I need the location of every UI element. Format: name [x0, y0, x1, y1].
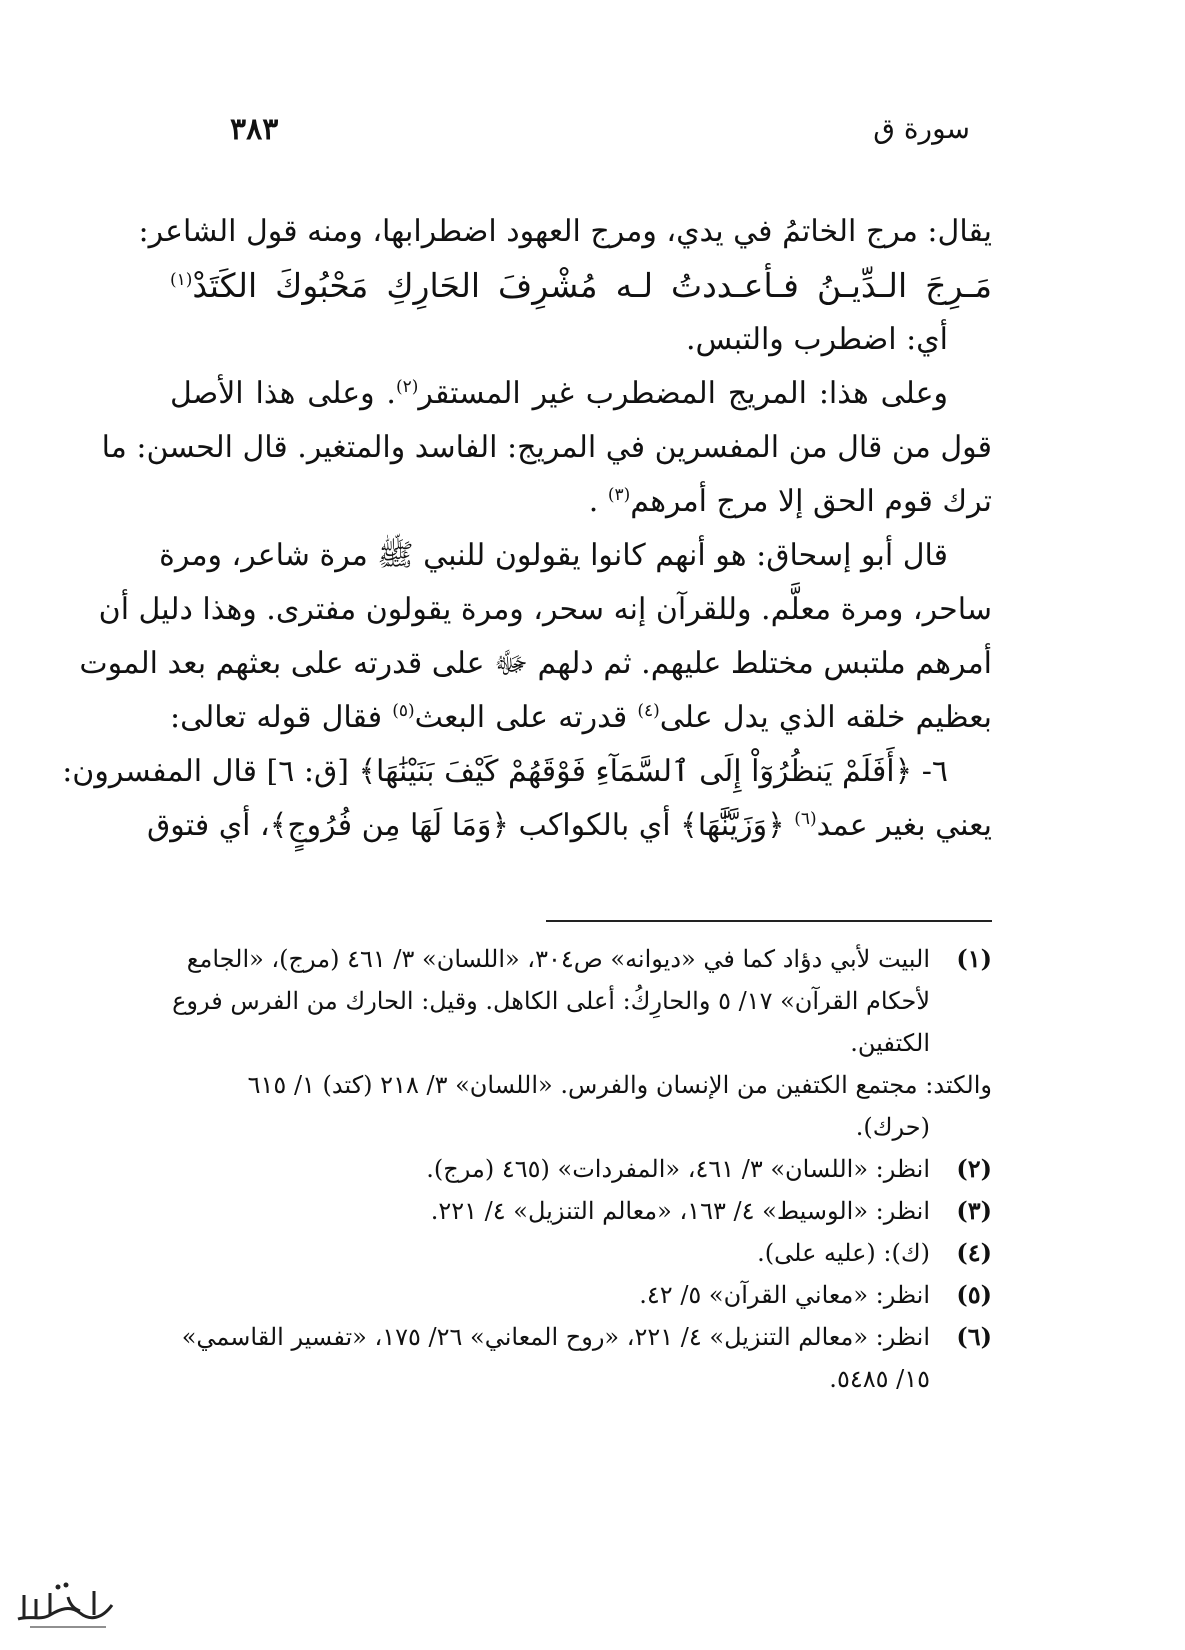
footnote-divider [546, 920, 992, 922]
text-line: ساحر، ومرة معلَّم. وللقرآن إنه سحر، ومرة يقولون مفترى. وهذا دليل أن [98, 592, 992, 627]
footnote-1-continuation [170, 1064, 992, 1148]
text-span: بعظيم خلقه الذي يدل على [659, 700, 993, 735]
text-span: . وعلى هذا الأصل [170, 376, 396, 411]
footnote-4 [170, 1232, 992, 1274]
footnote-marker: (٦) [794, 809, 817, 829]
footnote-number: (٦) [956, 1322, 992, 1351]
footnote-line: ١٥/ ٥٤٨٥. [829, 1365, 930, 1393]
text-span: قدرته على البعث [414, 700, 638, 735]
page-number: ٣٨٣ [230, 112, 279, 147]
footnote-marker: (٢) [395, 377, 419, 397]
footnote-line: انظر: «معالم التنزيل» ٤/ ٢٢١، «روح المعاني» ٢٦/ ١٧٥، «تفسير القاسمي» [181, 1323, 930, 1351]
text-line: قال أبو إسحاق: هو أنهم كانوا يقولون للنبي ﷺ مرة شاعر، ومرة [159, 538, 948, 573]
footnote-number: (٤) [956, 1238, 992, 1267]
quran-verse-line: ٦- ﴿أَفَلَمْ يَنظُرُوٓاْ إِلَى ٱلسَّمَآءِ فَوْقَهُمْ كَيْفَ بَنَيْنَٰهَا﴾ [ق: ٦] قال المفسرون: [62, 754, 948, 789]
text-span: . [588, 484, 608, 519]
footnote-5 [170, 1274, 992, 1316]
footnote-1 [170, 938, 992, 1064]
footnote-number: (٥) [956, 1280, 992, 1309]
footnote-marker: (١) [170, 270, 193, 290]
footnote-number: (٢) [956, 1154, 992, 1183]
text-span: ترك قوم الحق إلا مرج أمرهم [630, 484, 992, 519]
footnote-line: انظر: «اللسان» ٣/ ٤٦١، «المفردات» (٤٦٥ (مرج). [426, 1155, 930, 1183]
footnote-line: (حرك). [855, 1113, 930, 1141]
text-span: يعني بغير عمد [816, 808, 992, 843]
text-line: أمرهم ملتبس مختلط عليهم. ثم دلهم ﷻ على قدرته على بعثهم بعد الموت [79, 646, 992, 681]
footnote-number: (١) [956, 944, 992, 973]
footnote-3 [170, 1190, 992, 1232]
text-span: ﴿وَزَيَّنَّٰهَا﴾ أي بالكواكب ﴿وَمَا لَهَا مِن فُرُوجٍ﴾، أي فتوق [147, 808, 795, 843]
text-span: فقال قوله تعالى: [170, 700, 393, 735]
footnote-line: انظر: «الوسيط» ٤/ ١٦٣، «معالم التنزيل» ٤/ ٢٢١. [430, 1197, 930, 1225]
footnote-line: والكتد: مجتمع الكتفين من الإنسان والفرس. «اللسان» ٣/ ٢١٨ (كتد) ١/ ٦١٥ [247, 1071, 992, 1099]
main-text [62, 205, 993, 853]
footnote-number: (٣) [956, 1196, 992, 1225]
footnote-line: (ك): (عليه على). [757, 1239, 930, 1267]
footnote-2 [170, 1148, 992, 1190]
verse-text: مَـرِجَ الـدِّيـنُ فـأعـددتُ لـه مُشْرِفَ الحَارِكِ مَحْبُوكَ الكَتَدْ [192, 266, 992, 305]
page-header [230, 112, 970, 162]
text-line: أي: اضطرب والتبس. [685, 322, 948, 357]
publisher-logo-icon [10, 1575, 120, 1635]
footnote-marker: (٤) [637, 701, 660, 721]
footnote-marker: (٥) [392, 701, 415, 721]
poetry-verse [170, 259, 992, 313]
text-line [147, 799, 992, 853]
surah-title: سورة ق [873, 112, 970, 145]
footnote-line: البيت لأبي دؤاد كما في «ديوانه» ص٣٠٤، «اللسان» ٣/ ٤٦١ (مرج)، «الجامع [186, 945, 930, 973]
text-line [170, 367, 992, 421]
footnote-marker: (٣) [607, 485, 631, 505]
footnotes [170, 938, 992, 1400]
text-line [170, 691, 992, 745]
footnote-line: الكتفين. [850, 1029, 930, 1057]
footnote-6 [170, 1316, 992, 1400]
text-line: يقال: مرج الخاتمُ في يدي، ومرج العهود اضطرابها، ومنه قول الشاعر: [138, 214, 992, 249]
text-line [170, 475, 992, 529]
footnote-line: لأحكام القرآن» ١٧/ ٥ والحارِكُ: أعلى الكاهل. وقيل: الحارك من الفرس فروع [172, 987, 930, 1015]
text-span: وعلى هذا: المريج المضطرب غير المستقر [418, 376, 949, 411]
footnote-line: انظر: «معاني القرآن» ٥/ ٤٢. [639, 1281, 930, 1309]
text-line: قول من قال من المفسرين في المريج: الفاسد والمتغير. قال الحسن: ما [101, 430, 992, 465]
